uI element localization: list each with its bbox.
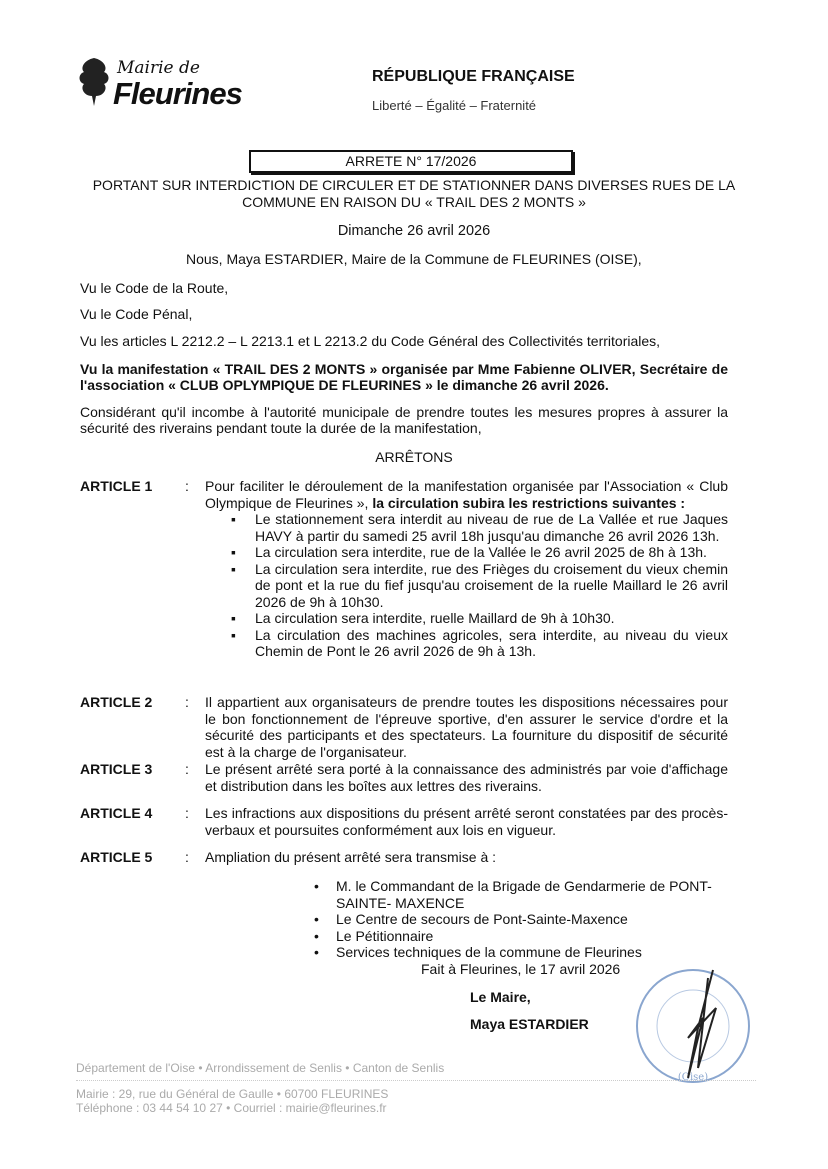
motto: Liberté – Égalité – Fraternité (372, 98, 537, 113)
colon: : (185, 694, 189, 710)
considerant: Considérant qu'il incombe à l'autorité municipale de prendre toutes les mesures propres à assurer la sécurité des riverains pendant toute la durée de la manifestation, (80, 404, 728, 436)
article-4-body: Les infractions aux dispositions du présent arrêté seront constatées par des procès-verbaux et poursuites conformément aux lois en vigueur. (205, 805, 728, 838)
list-item: ▪ La circulation sera interdite, rue des Frièges du croisement du vieux chemin de pont et la rue du fief jusqu'au croisement de la ruelle Maillard le 26 avril 2026 de 9h à 10h30. (205, 561, 728, 611)
vu-code-penal: Vu le Code Pénal, (80, 306, 193, 322)
list-item: • Le Centre de secours de Pont-Sainte-Maxence (308, 911, 732, 928)
signatory-name: Maya ESTARDIER (470, 1016, 589, 1032)
article-1-intro: Pour faciliter le déroulement de la manifestation organisée par l'Association « Club Olympique de Fleurines », (205, 478, 728, 511)
list-item: ▪ La circulation sera interdite, ruelle Maillard de 9h à 10h30. (205, 610, 728, 627)
article-5-body: Ampliation du présent arrêté sera transmise à : (205, 849, 497, 865)
footer-department: Département de l'Oise • Arrondissement de Senlis • Canton de Senlis (76, 1061, 445, 1075)
list-item: • Le Pétitionnaire (308, 928, 732, 945)
footer-contact: Téléphone : 03 44 54 10 27 • Courriel : mairie@fleurines.fr (76, 1101, 387, 1115)
decree-date: Dimanche 26 avril 2026 (337, 223, 491, 239)
official-stamp-icon (628, 968, 758, 1091)
subject-line-1: PORTANT SUR INTERDICTION DE CIRCULER ET DE STATIONNER DANS DIVERSES RUES DE LA (92, 177, 736, 193)
colon: : (185, 849, 189, 865)
colon: : (185, 478, 189, 494)
svg-text:(Oise): (Oise) (677, 1072, 709, 1083)
article-4-label: ARTICLE 4 (80, 805, 153, 821)
article-5-label: ARTICLE 5 (80, 849, 153, 865)
decree-number: ARRETE N° 17/2026 (249, 150, 573, 173)
subject-line-2: COMMUNE EN RAISON DU « TRAIL DES 2 MONTS » (242, 194, 586, 210)
decree-subject (80, 177, 748, 211)
signatory-role: Le Maire, (470, 989, 531, 1005)
list-item: ▪ La circulation sera interdite, rue de la Vallée le 26 avril 2025 de 8h à 13h. (205, 544, 728, 561)
nous-line: Nous, Maya ESTARDIER, Maire de la Commune de FLEURINES (OISE), (186, 251, 642, 267)
footer-divider (76, 1080, 756, 1081)
article-2-label: ARTICLE 2 (80, 694, 153, 710)
article-3-body: Le présent arrêté sera porté à la connaissance des administrés par voie d'affichage et distribution dans les boîtes aux lettres des riverains. (205, 761, 728, 794)
republic-heading: RÉPUBLIQUE FRANÇAISE (372, 68, 575, 85)
vu-articles: Vu les articles L 2212.2 – L 2213.1 et L 2213.2 du Code Général des Collectivités territoriales, (80, 333, 661, 349)
article-1-body (205, 478, 728, 660)
arretons: ARRÊTONS (375, 449, 453, 465)
vu-code-route: Vu le Code de la Route, (80, 280, 229, 296)
footer-address: Mairie : 29, rue du Général de Gaulle • 60700 FLEURINES (76, 1087, 389, 1101)
colon: : (185, 805, 189, 821)
vu-manifestation: Vu la manifestation « TRAIL DES 2 MONTS » organisée par Mme Fabienne OLIVER, Secrétaire de l'association « CLUB OPLYMPIQUE DE FLEURINES » le dimanche 26 avril 2026. (80, 361, 728, 393)
article-1-label: ARTICLE 1 (80, 478, 153, 494)
list-item: • M. le Commandant de la Brigade de Gendarmerie de PONT- SAINTE- MAXENCE (308, 878, 732, 911)
logo-main: Fleurines (113, 76, 242, 111)
list-item: • Services techniques de la commune de Fleurines (308, 944, 732, 961)
colon: : (185, 761, 189, 777)
list-item: ▪ Le stationnement sera interdit au niveau de rue de La Vallée et rue Jaques HAVY à partir du samedi 25 avril 18h jusqu'au dimanche 26 avril 2026 13h. (205, 511, 728, 544)
article-2-body: Il appartient aux organisateurs de prendre toutes les dispositions nécessaires pour le bon fonctionnement de l'épreuve sportive, d'en assurer le service d'ordre et la sécurité des participants et des spectateurs. La fourniture du dispositif de sécurité est à la charge de l'organisateur. (205, 694, 728, 760)
article-1-intro-bold: la circulation subira les restrictions suivantes : (372, 494, 686, 511)
oak-leaf-logo-icon (76, 56, 112, 111)
logo-script: Mairie de (117, 58, 200, 78)
list-item: ▪ La circulation des machines agricoles, sera interdite, au niveau du vieux Chemin de Pont le 26 avril 2026 de 9h à 13h. (205, 627, 728, 660)
article-3-label: ARTICLE 3 (80, 761, 153, 777)
ampliation-list (308, 878, 732, 961)
fait-a: Fait à Fleurines, le 17 avril 2026 (421, 961, 621, 977)
